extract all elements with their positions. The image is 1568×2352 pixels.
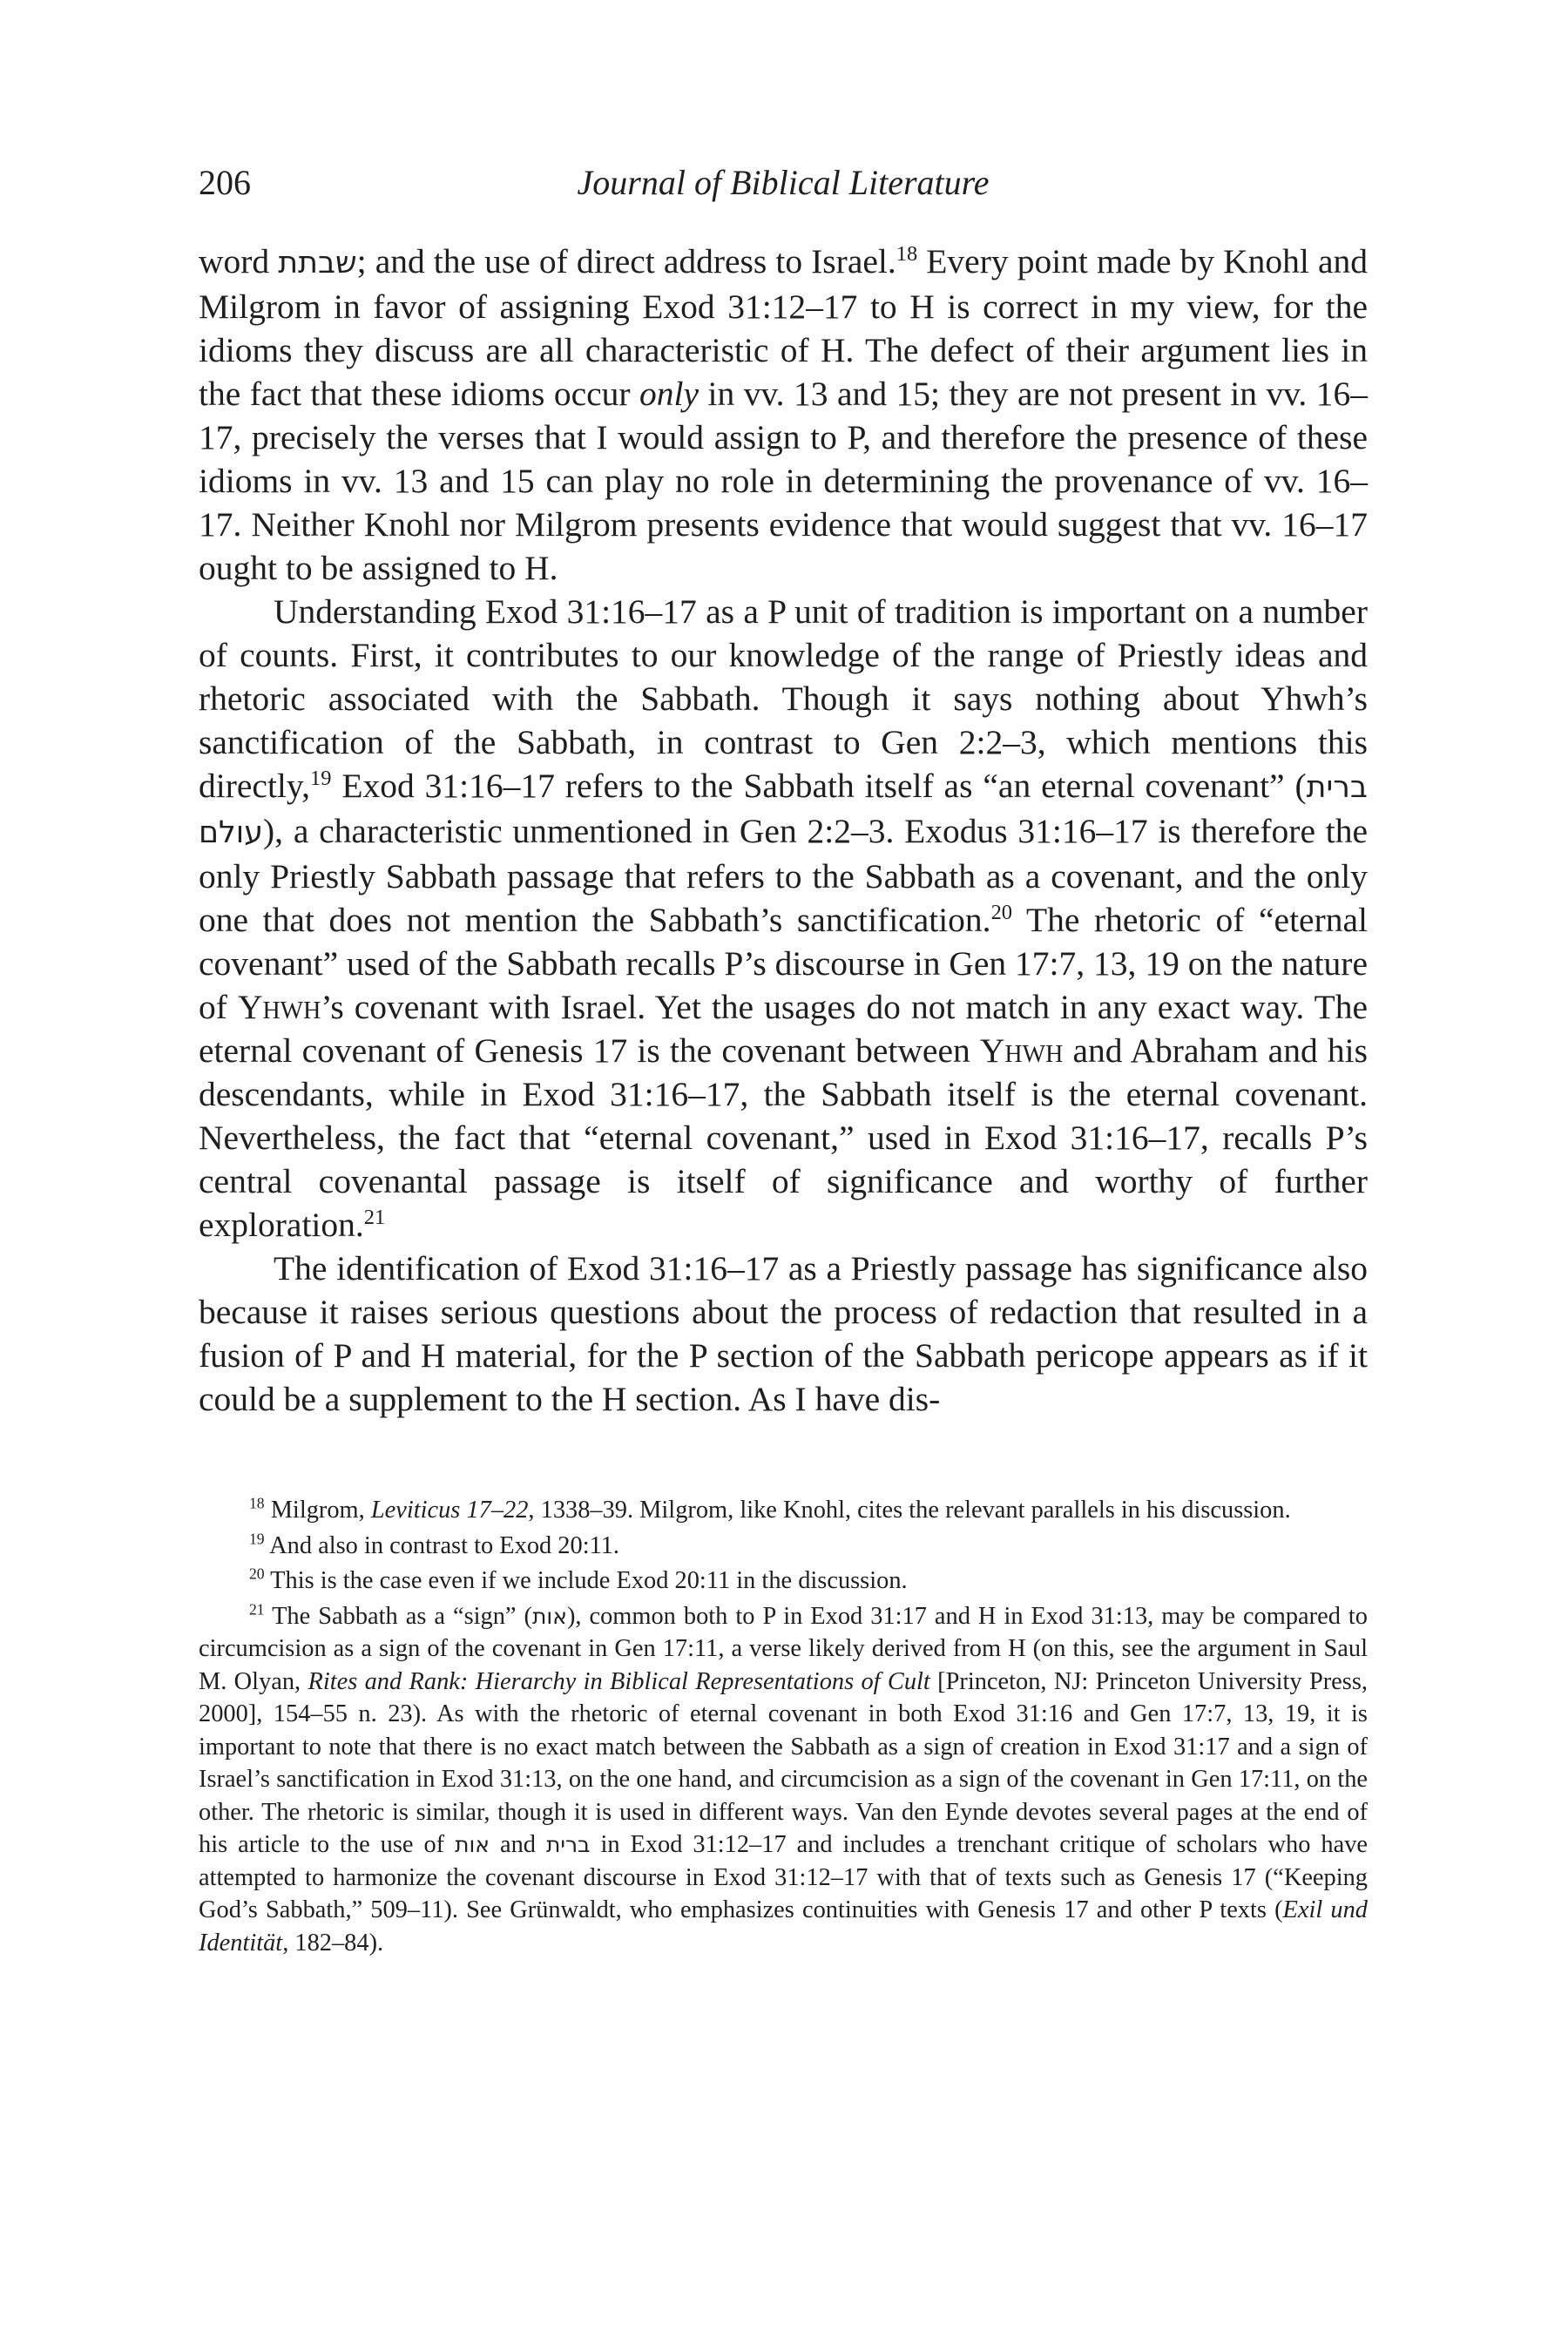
footnote-number: 20 <box>249 1565 265 1583</box>
hebrew-phrase: ברית עולם <box>199 770 1368 850</box>
footnote-number: 18 <box>249 1494 265 1512</box>
footnote-ref-20[interactable]: 20 <box>990 900 1013 924</box>
paragraph-3: The identification of Exod 31:16–17 as a Priestly passage has significance also because it raises serious questions about the process of redaction that resulted in a fusion of P and H material, for the P section of the Sabbath pericope appears as if it could be a supplement to the H section. As I have dis- <box>199 1249 1368 1418</box>
page-number: 206 <box>199 163 251 202</box>
footnotes <box>199 1494 1368 1959</box>
main-text <box>199 240 1368 1421</box>
footnote-number: 21 <box>249 1600 265 1619</box>
hebrew-word: שבתת <box>278 246 357 280</box>
footnote-number: 19 <box>249 1530 265 1548</box>
footnote-ref-21[interactable]: 21 <box>363 1205 386 1229</box>
footnote-ref-18[interactable]: 18 <box>896 241 918 266</box>
hebrew-word: אות <box>532 1603 567 1629</box>
hebrew-word: ברית <box>545 1832 591 1857</box>
book-title: Rites and Rank: Hierarchy in Biblical Representations of Cult <box>308 1667 930 1695</box>
paragraph-2: Understanding Exod 31:16–17 as a P unit of tradition is important on a number of counts. First, it contributes to our knowledge of the range of Priestly ideas and rhetoric associated with the Sabbath. Though it says nothing about Yhwh’s sanctification of the Sabbath, in contrast to Gen 2:2–3, which mentions this directly,$^{19}$ Exod 31:16–17 refers to the Sabbath itself as “an eternal covenant” (ברית עולם), a characteristic unmentioned in Gen 2:2–3. Exodus 31:16–17 is therefore the only Priestly Sabbath passage that refers to the Sabbath as a covenant, and the only one that does not mention the Sabbath’s sanctification.$^{20}$ The rhetoric of “eternal covenant” used of the Sabbath recalls P’s discourse in Gen 17:7, 13, 19 on the nature of Yhwh’s covenant with Israel. Yet the usages do not match in any exact way. The eternal covenant of Genesis 17 is the covenant between Yhwh and Abraham and his descendants, while in Exod 31:16–17, the Sabbath itself is the eternal covenant. Nevertheless, the fact that “eternal covenant,” used in Exod 31:16–17, recalls P’s central covenantal passage is itself of significance and worthy of further exploration.$^{21}$ <box>199 592 1368 1244</box>
running-header <box>199 157 1368 209</box>
hebrew-word: אות <box>455 1832 490 1857</box>
footnote-19: $^{19}$ And also in contrast to Exod 20:11. <box>249 1530 620 1559</box>
footnote-ref-19[interactable]: 19 <box>309 766 332 790</box>
footnote-20: $^{20}$ This is the case even if we include Exod 20:11 in the discussion. <box>249 1565 908 1594</box>
journal-title: Journal of Biblical Literature <box>577 163 990 202</box>
book-title: Leviticus 17–22 <box>370 1497 529 1524</box>
emphasis: only <box>639 375 700 413</box>
paragraph-1: word שבתת; and the use of direct address to Israel.$^{18}$ Every point made by Knohl and Milgrom in favor of assigning Exod 31:12–17 to H is correct in my view, for the idioms they discuss are all characteristic of H. The defect of their argument lies in the fact that these idioms occur only in vv. 13 and 15; they are not present in vv. 16–17, precisely the verses that I would assign to P, and therefore the presence of these idioms in vv. 13 and 15 can play no role in determining the provenance of vv. 16–17. Neither Knohl nor Milgrom presents evidence that would suggest that vv. 16–17 ought to be assigned to H. <box>199 241 1368 587</box>
divine-name: Yhwh <box>237 988 321 1026</box>
divine-name: Yhwh <box>979 1031 1064 1070</box>
footnote-18: $^{18}$ Milgrom, Leviticus 17–22, 1338–39. Milgrom, like Knohl, cites the relevant parallels in his discussion. <box>249 1494 1291 1524</box>
footnote-21: $^{21}$ The Sabbath as a “sign” (אות), common both to P in Exod 31:17 and H in Exod 31:13, may be compared to circumcision as a sign of the covenant in Gen 17:11, a verse likely derived from H (on this, see the argument in Saul M. Olyan, Rites and Rank: Hierarchy in Biblical Representations of Cult [Princeton, NJ: Princeton University Press, 2000], 154–55 n. 23). As with the rhetoric of eternal covenant in both Exod 31:16 and Gen 17:7, 13, 19, it is important to note that there is no exact match between the Sabbath as a sign of creation in Exod 31:17 and a sign of Israel’s sanctification in Exod 31:13, on the one hand, and circumcision as a sign of the covenant in Gen 17:11, on the other. The rhetoric is similar, though it is used in different ways. Van den Eynde devotes several pages at the end of his article to the use of אות and ברית in Exod 31:12–17 and includes a trenchant critique of scholars who have attempted to harmonize the covenant discourse in Exod 31:12–17 with that of texts such as Genesis 17 (“Keeping God’s Sabbath,” 509–11). See Grünwaldt, who emphasizes continuities with Genesis 17 and other P texts (Exil und Identität, 182–84). <box>199 1600 1368 1957</box>
book-title: Exil und Identität <box>199 1896 1368 1957</box>
